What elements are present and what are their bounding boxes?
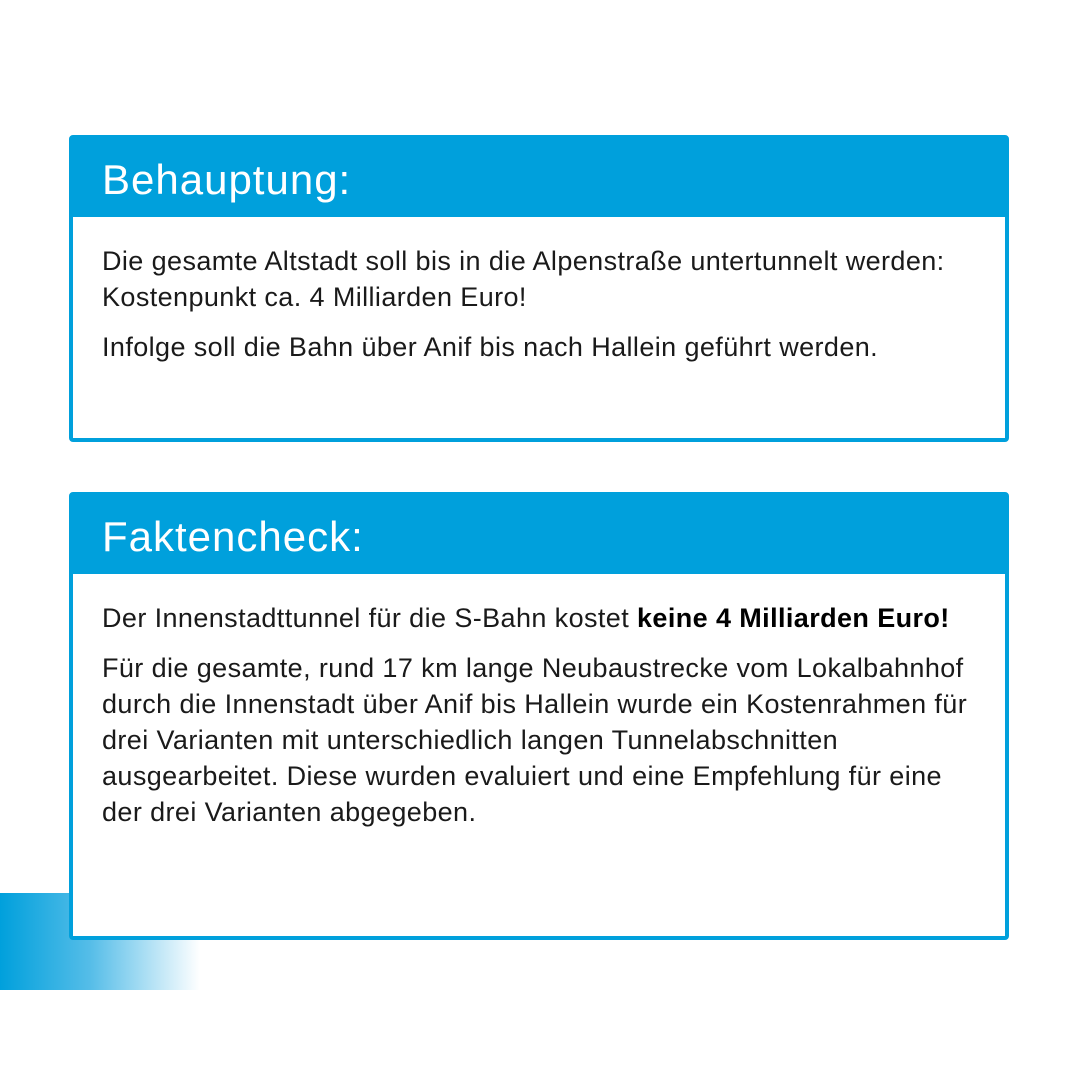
factcheck-title: Faktencheck: <box>73 496 1005 574</box>
factcheck-emphasis: keine 4 Milliarden Euro! <box>637 603 950 633</box>
claim-paragraph: Infolge soll die Bahn über Anif bis nach Hallein geführt werden. <box>102 332 879 362</box>
claim-title: Behauptung: <box>73 139 1005 217</box>
factcheck-text: Der Innenstadttunnel für die S-Bahn kostet <box>102 603 638 633</box>
claim-card <box>69 135 1009 442</box>
factcheck-paragraph <box>102 600 976 636</box>
factcheck-paragraph: Für die gesamte, rund 17 km lange Neubaustrecke vom Lokalbahnhof durch die Innenstadt über Anif bis Hallein wurde ein Kostenrahmen für drei Varianten mit unterschiedlich langen Tunnelabschnitten ausgearbeitet. Diese wurden evaluiert und eine Empfehlung für eine der drei Varianten abgegeben. <box>102 653 968 827</box>
factcheck-card <box>69 492 1009 940</box>
claim-paragraph: Die gesamte Altstadt soll bis in die Alpenstraße untertunnelt werden: Kostenpunkt ca. 4 Milliarden Euro! <box>102 246 945 312</box>
